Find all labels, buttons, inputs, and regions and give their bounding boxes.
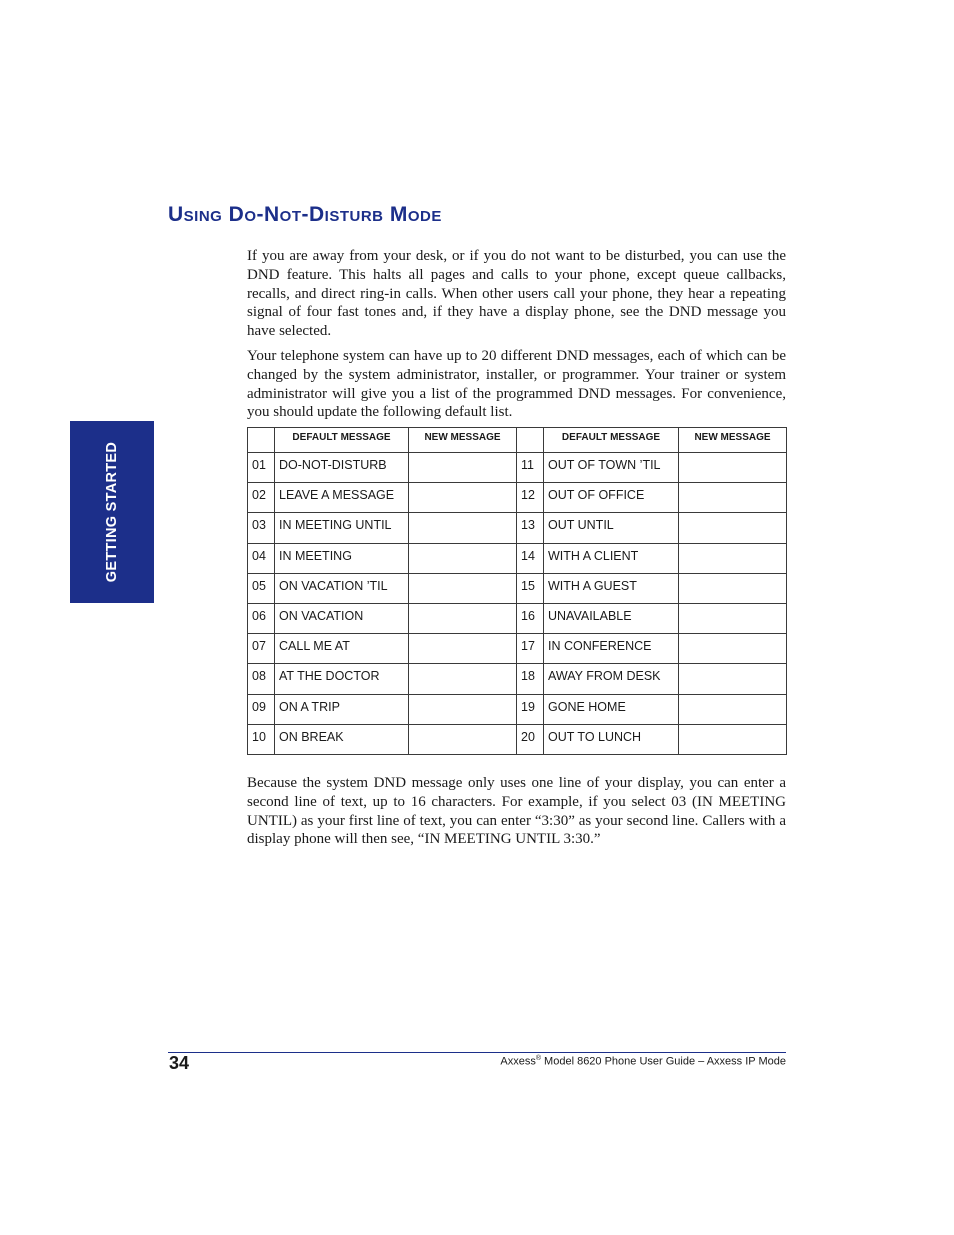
- default-message-cell: LEAVE A MESSAGE: [275, 483, 409, 513]
- table-row: [248, 603, 787, 633]
- footer-title: [500, 1055, 786, 1068]
- default-message-cell: OUT OF TOWN ’TIL: [544, 453, 679, 483]
- default-message-cell: IN MEETING UNTIL: [275, 513, 409, 543]
- table-row: [248, 453, 787, 483]
- page-heading: Using Do-Not-Disturb Mode: [168, 203, 442, 226]
- table-row: [248, 573, 787, 603]
- new-message-cell: [409, 664, 517, 694]
- new-message-cell: [679, 513, 787, 543]
- message-number-cell: 12: [517, 483, 544, 513]
- message-number-cell: 17: [517, 634, 544, 664]
- second-line-paragraph: Because the system DND message only uses one line of your display, you can enter a second line of text, up to 16 characters. For example, if you select 03 (IN MEETING UNTIL) as your first line of text, you can enter “3:30” as your second line. Callers with a display phone will then see, “IN MEETING UNTIL 3:30.”: [247, 775, 786, 848]
- intro-paragraph: If you are away from your desk, or if you do not want to be disturbed, you can use the DND feature. This halts all pages and calls to your phone, except queue callbacks, recalls, and direct ring-in calls. When other users call your phone, they hear a repeating signal of four fast tones and, if they have a display phone, see the DND message you have selected.: [247, 248, 786, 340]
- message-number-cell: 14: [517, 543, 544, 573]
- new-message-cell: [679, 694, 787, 724]
- footer-guide-title: Model 8620 Phone User Guide – Axxess IP Mode: [541, 1055, 786, 1068]
- table-row: [248, 694, 787, 724]
- default-message-cell: IN MEETING: [275, 543, 409, 573]
- column-header: NEW MESSAGE: [679, 428, 787, 453]
- column-header: [248, 428, 275, 453]
- message-number-cell: 05: [248, 573, 275, 603]
- default-message-cell: GONE HOME: [544, 694, 679, 724]
- message-number-cell: 13: [517, 513, 544, 543]
- message-number-cell: 07: [248, 634, 275, 664]
- default-message-cell: ON A TRIP: [275, 694, 409, 724]
- new-message-cell: [409, 603, 517, 633]
- default-message-cell: WITH A CLIENT: [544, 543, 679, 573]
- column-header: DEFAULT MESSAGE: [544, 428, 679, 453]
- dnd-message-table: [247, 427, 787, 755]
- new-message-cell: [679, 453, 787, 483]
- message-number-cell: 11: [517, 453, 544, 483]
- message-number-cell: 08: [248, 664, 275, 694]
- default-message-cell: UNAVAILABLE: [544, 603, 679, 633]
- new-message-cell: [679, 724, 787, 754]
- new-message-cell: [409, 573, 517, 603]
- new-message-cell: [409, 453, 517, 483]
- default-message-cell: AT THE DOCTOR: [275, 664, 409, 694]
- table-row: [248, 634, 787, 664]
- default-message-cell: IN CONFERENCE: [544, 634, 679, 664]
- message-number-cell: 04: [248, 543, 275, 573]
- registered-mark: ®: [535, 1055, 541, 1062]
- default-message-cell: OUT UNTIL: [544, 513, 679, 543]
- default-message-cell: OUT OF OFFICE: [544, 483, 679, 513]
- column-header: NEW MESSAGE: [409, 428, 517, 453]
- new-message-cell: [679, 634, 787, 664]
- new-message-cell: [409, 694, 517, 724]
- table-row: [248, 664, 787, 694]
- message-number-cell: 10: [248, 724, 275, 754]
- new-message-cell: [679, 603, 787, 633]
- message-number-cell: 16: [517, 603, 544, 633]
- default-message-cell: OUT TO LUNCH: [544, 724, 679, 754]
- new-message-cell: [409, 634, 517, 664]
- default-message-cell: CALL ME AT: [275, 634, 409, 664]
- footer-divider: [168, 1052, 786, 1053]
- default-message-cell: WITH A GUEST: [544, 573, 679, 603]
- new-message-cell: [409, 513, 517, 543]
- default-message-cell: DO-NOT-DISTURB: [275, 453, 409, 483]
- table-row: [248, 483, 787, 513]
- footer-brand: Axxess: [500, 1055, 536, 1068]
- new-message-cell: [679, 573, 787, 603]
- new-message-cell: [679, 664, 787, 694]
- message-number-cell: 20: [517, 724, 544, 754]
- default-message-cell: ON VACATION ’TIL: [275, 573, 409, 603]
- table-row: [248, 724, 787, 754]
- column-header: [517, 428, 544, 453]
- message-number-cell: 18: [517, 664, 544, 694]
- message-number-cell: 19: [517, 694, 544, 724]
- new-message-cell: [679, 543, 787, 573]
- message-number-cell: 01: [248, 453, 275, 483]
- new-message-cell: [409, 543, 517, 573]
- default-message-cell: ON BREAK: [275, 724, 409, 754]
- default-message-cell: AWAY FROM DESK: [544, 664, 679, 694]
- default-message-cell: ON VACATION: [275, 603, 409, 633]
- column-header: DEFAULT MESSAGE: [275, 428, 409, 453]
- section-tab-label: GETTING STARTED: [104, 441, 120, 583]
- section-side-tab: [70, 421, 154, 603]
- new-message-cell: [409, 483, 517, 513]
- new-message-cell: [679, 483, 787, 513]
- new-message-cell: [409, 724, 517, 754]
- message-number-cell: 02: [248, 483, 275, 513]
- message-number-cell: 03: [248, 513, 275, 543]
- table-row: [248, 513, 787, 543]
- message-number-cell: 15: [517, 573, 544, 603]
- page-number: 34: [169, 1053, 190, 1073]
- table-row: [248, 543, 787, 573]
- message-number-cell: 06: [248, 603, 275, 633]
- table-header-row: [248, 428, 787, 453]
- messages-paragraph: Your telephone system can have up to 20 different DND messages, each of which can be changed by the system administrator, installer, or programmer. Your trainer or system administrator will give you a list of the programmed DND messages. For convenience, you should update the following default list.: [247, 348, 786, 421]
- message-number-cell: 09: [248, 694, 275, 724]
